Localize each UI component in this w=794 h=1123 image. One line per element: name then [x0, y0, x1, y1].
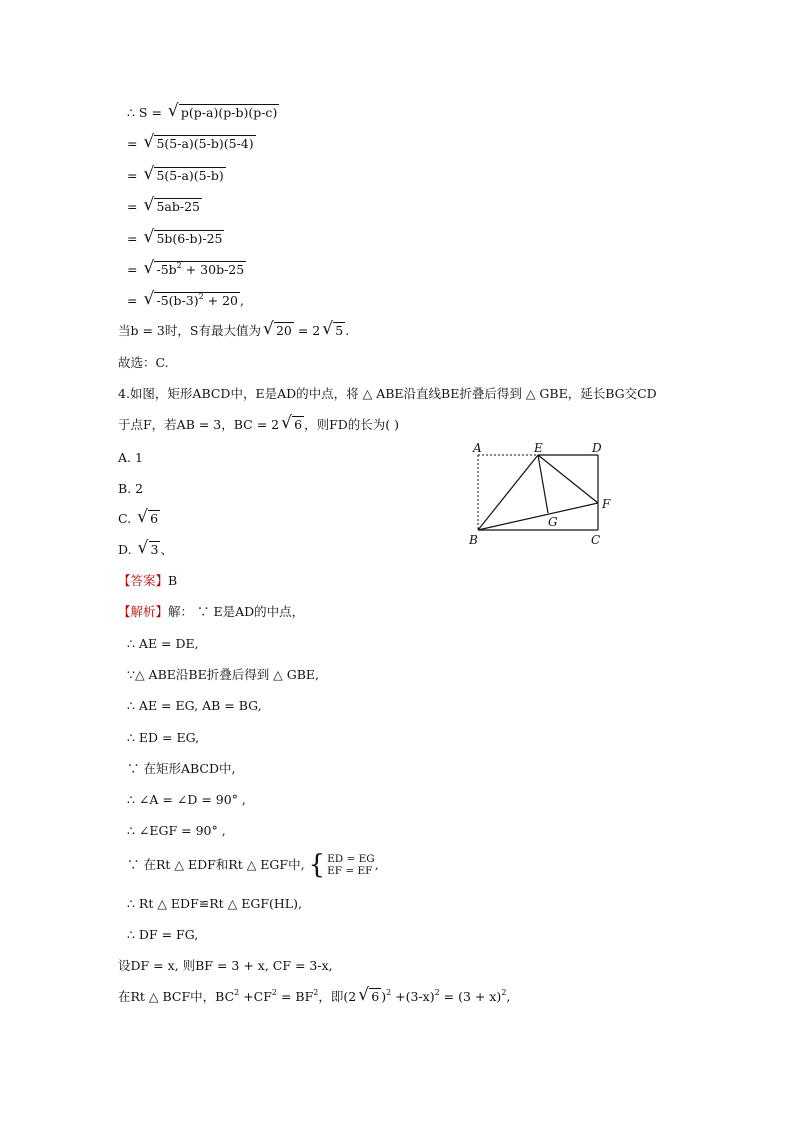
sqrt-3-option: √ 3 [138, 541, 161, 559]
analysis-congruence: ∴ Rt △ EDF≌Rt △ EGF(HL), [127, 896, 302, 911]
heron-line-6: = √ $-5b^2 + 30b-25$ [127, 261, 246, 279]
sqrt-1: √ p(p-a)(p-b)(p-c) [168, 104, 279, 122]
heron-line-1 [127, 104, 279, 122]
sqrt-5: √ 5b(6-b)-25 [143, 230, 224, 248]
analysis-step: ∴ AE = DE, [127, 636, 199, 651]
q4-stem-line-2: 于点F，若AB = 3，BC = 2√ 6 ，则FD的长为( ) [118, 416, 399, 434]
rectangle-fold-figure [465, 438, 625, 550]
analysis-step: ∵△ ABE沿BE折叠后得到 △ GBE, [127, 667, 320, 682]
heron-line-2: = √ 5(5-a)(5-b)(5-4) [127, 135, 256, 153]
option-b: B. 2 [118, 481, 144, 496]
conclusion-line: 当b = 3时，S有最大值为√ 20 = 2√ 5 . [118, 322, 349, 340]
sqrt-6-stem: √ 6 [281, 416, 304, 434]
heron-line-4: = √ 5ab-25 [127, 198, 202, 216]
analysis-let: 设DF = x, 则BF = 3 + x, CF = 3-x, [118, 958, 333, 973]
label-e: E [534, 441, 543, 455]
analysis-step: ∴ ED = EG, [127, 730, 200, 745]
analysis-step: ∴ AE = EG, AB = BG, [127, 698, 262, 713]
heron-line-3: = √ 5(5-a)(5-b) [127, 167, 226, 185]
sqrt-5-root: √ 5 [322, 322, 345, 340]
s-label: ∴ S = [127, 105, 162, 120]
option-a: A. 1 [118, 450, 143, 465]
analysis-tag: 【解析】 [118, 604, 169, 619]
analysis-df: ∴ DF = FG, [127, 927, 199, 942]
analysis-step: ∴ ∠A = ∠D = 90° , [127, 792, 246, 807]
sqrt-7: √ $-5(b-3)^2 + 20$ [143, 292, 240, 310]
segment-eg [538, 455, 548, 513]
sqrt-6: √ $-5b^2 + 30b-25$ [143, 261, 246, 279]
answer-tag: 【答案】 [118, 573, 169, 588]
rt-congruence-setup: ∵ 在Rt △ EDF和Rt △ EGF中, { ED = EG EF = EF , [127, 850, 379, 880]
analysis-pythagoras: 在Rt △ BCF中，$BC^2 +CF^2 = BF^2$，即(2√ 6 )$^2 +(3-x)^2 = (3 + x)^2$, [118, 988, 510, 1006]
label-b: B [469, 533, 478, 547]
answer-line [118, 572, 177, 590]
sqrt-6-last: √ 6 [358, 988, 381, 1006]
label-a: A [473, 441, 482, 455]
analysis-step: ∴ ∠EGF = 90° , [127, 823, 226, 838]
label-c: C [591, 533, 601, 547]
sqrt-3: √ 5(5-a)(5-b) [143, 167, 225, 185]
analysis-line-1: 【解析】解： ∵ E是AD的中点， [118, 604, 305, 619]
equation-system: { ED = EG EF = EF [308, 850, 375, 880]
answer-value: B [168, 573, 178, 588]
heron-line-5: = √ 5b(6-b)-25 [127, 230, 224, 248]
segment-ef [538, 455, 598, 503]
label-f: F [602, 497, 611, 511]
option-d: D. √ 3 、 [118, 541, 173, 559]
sqrt-4: √ 5ab-25 [143, 198, 202, 216]
option-c: C. √ 6 [118, 510, 160, 528]
heron-line-7: = √ $-5(b-3)^2 + 20$ , [127, 292, 244, 310]
label-g: G [548, 515, 558, 529]
q4-stem-line-1: 4.如图，矩形ABCD中，E是AD的中点，将 △ ABE沿直线BE折叠后得到 △ GBE，延长BG交CD [118, 386, 657, 401]
sqrt-2: √ 5(5-a)(5-b)(5-4) [143, 135, 255, 153]
analysis-step: ∵ 在矩形ABCD中, [127, 761, 236, 776]
sqrt-6-option: √ 6 [137, 510, 160, 528]
label-d: D [592, 441, 602, 455]
sqrt-20: √ 20 [263, 322, 294, 340]
choose-line: 故选：C. [118, 355, 169, 370]
